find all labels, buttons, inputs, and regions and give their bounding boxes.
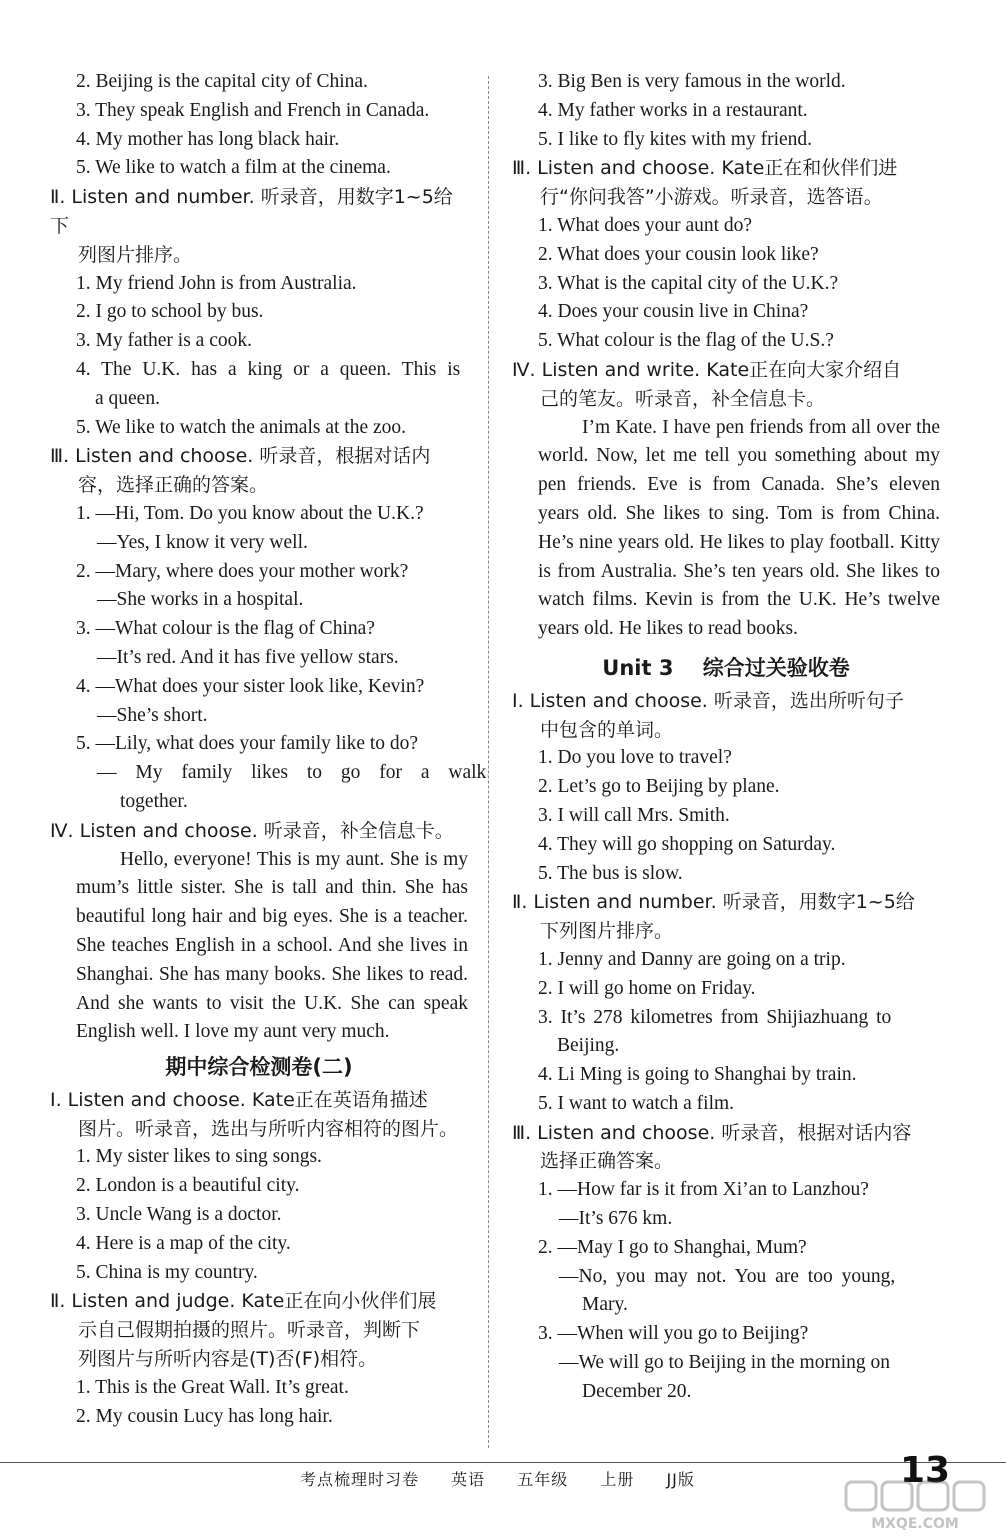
section-heading: Ⅲ. Listen and choose. 听录音，根据对话内容 选择正确答案。 — [512, 1121, 912, 1173]
dialog-line: —She works in a hospital. — [97, 589, 304, 611]
dialog-line: —No, you may not. You are too young, — [559, 1265, 896, 1287]
unit-title: Unit 3 综合过关验收卷 — [602, 655, 850, 680]
list-item: 4. The U.K. has a king or a queen. This is — [76, 358, 461, 380]
section-heading: Ⅰ. Listen and choose. 听录音，选出所听句子 中包含的单词。 — [512, 689, 904, 741]
passage: Hello, everyone! This is my aunt. She is my mum’s little sister. She is tall and thin. She has beautiful long hair and big eyes. She is a teacher. She teaches English in a school. And she lives in Shanghai. She has many books. She likes to read. And she wants to visit the U.K. She can speak English well. I love my aunt very much. — [76, 848, 468, 1043]
dialog-line: together. — [120, 790, 188, 812]
list-item: 1. What does your aunt do? — [538, 214, 753, 236]
exam-title: 期中综合检测卷(二) — [165, 1055, 353, 1080]
section-heading: Ⅳ. Listen and choose. 听录音，补全信息卡。 — [50, 819, 454, 842]
dialog-line: December 20. — [582, 1380, 692, 1402]
answer-watermark-logo-icon — [840, 1478, 990, 1532]
list-item: 3. Uncle Wang is a doctor. — [76, 1204, 282, 1226]
list-item: 3. I will call Mrs. Smith. — [538, 804, 730, 826]
list-item: 3. They speak English and French in Canada. — [76, 99, 430, 121]
section-heading: Ⅲ. Listen and choose. 听录音，根据对话内 容，选择正确的答案。 — [50, 445, 431, 497]
section-heading: Ⅱ. Listen and number. 听录音，用数字1~5给 下列图片排序。 — [512, 891, 915, 943]
list-item: 1. Jenny and Danny are going on a trip. — [538, 948, 846, 970]
dialog-line: 2. —May I go to Shanghai, Mum? — [538, 1236, 807, 1258]
list-item: 2. I go to school by bus. — [76, 301, 264, 323]
footer-text — [300, 1467, 721, 1490]
list-item: 5. We like to watch a film at the cinema. — [76, 157, 391, 179]
subject: 英语 — [451, 1470, 486, 1489]
dialog-line: 1. —How far is it from Xi’an to Lanzhou? — [538, 1179, 869, 1201]
list-item: 5. China is my country. — [76, 1261, 258, 1283]
dialog-line: 3. —What colour is the flag of China? — [76, 618, 375, 640]
book-name: 考点梳理时习卷 — [300, 1470, 420, 1489]
list-item: 3. Big Ben is very famous in the world. — [538, 71, 846, 92]
edition: JJ版 — [666, 1470, 695, 1489]
list-item: 5. What colour is the flag of the U.S.? — [538, 330, 834, 352]
dialog-line: —It’s 676 km. — [559, 1208, 673, 1230]
list-item: 4. Here is a map of the city. — [76, 1232, 291, 1254]
list-item: 5. I like to fly kites with my friend. — [538, 128, 813, 150]
list-item: 2. What does your cousin look like? — [538, 243, 819, 265]
dialog-line: 4. —What does your sister look like, Kevin? — [76, 675, 425, 697]
dialog-line: —Yes, I know it very well. — [97, 531, 308, 553]
list-item: 1. My friend John is from Australia. — [76, 272, 357, 294]
section-heading: Ⅱ. Listen and number. 听录音，用数字1~5给下 列图片排序。 — [50, 186, 453, 266]
list-item: 2. London is a beautiful city. — [76, 1175, 300, 1197]
section-heading: Ⅳ. Listen and write. Kate正在向大家介绍自 己的笔友。听录音，补全信息卡。 — [512, 358, 902, 410]
dialog-line: —We will go to Beijing in the morning on — [559, 1352, 890, 1374]
left-column — [50, 68, 487, 1431]
dialog-line: —She’s short. — [97, 704, 208, 726]
list-item: 1. This is the Great Wall. It’s great. — [76, 1376, 349, 1398]
list-item: 2. Beijing is the capital city of China. — [76, 71, 368, 92]
page-number: 13 — [900, 1450, 951, 1491]
dialog-line: 2. —Mary, where does your mother work? — [76, 560, 409, 582]
list-item: 4. My father works in a restaurant. — [538, 99, 808, 121]
list-item: 4. My mother has long black hair. — [76, 128, 340, 150]
list-item: 1. Do you love to travel? — [538, 747, 732, 769]
list-item: a queen. — [95, 387, 160, 409]
dialog-line: 3. —When will you go to Beijing? — [538, 1323, 809, 1345]
list-item: 5. The bus is slow. — [538, 862, 683, 884]
column-divider — [488, 76, 489, 1448]
dialog-line: 5. —Lily, what does your family like to do? — [76, 733, 419, 755]
list-item: 5. We like to watch the animals at the zoo. — [76, 416, 407, 438]
volume: 上册 — [600, 1470, 635, 1489]
list-item: 4. They will go shopping on Saturday. — [538, 833, 836, 855]
list-item: 3. What is the capital city of the U.K.? — [538, 272, 839, 294]
dialog-line: — My family likes to go for a walk — [97, 762, 487, 784]
list-item: Beijing. — [557, 1035, 620, 1057]
dialog-line: Mary. — [582, 1294, 628, 1316]
list-item: 2. My cousin Lucy has long hair. — [76, 1405, 333, 1427]
watermark-text: MXQE.COM — [871, 1516, 959, 1532]
right-column — [512, 68, 940, 1407]
section-heading: Ⅰ. Listen and choose. Kate正在英语角描述 图片。听录音，选出与所听内容相符的图片。 — [50, 1088, 459, 1140]
list-item: 4. Li Ming is going to Shanghai by train. — [538, 1064, 857, 1086]
list-item: 5. I want to watch a film. — [538, 1092, 735, 1114]
list-item: 4. Does your cousin live in China? — [538, 301, 809, 323]
list-item: 3. It’s 278 kilometres from Shijiazhuang to — [538, 1006, 892, 1028]
section-heading: Ⅲ. Listen and choose. Kate正在和伙伴们进 行“你问我答”小游戏。听录音，选答语。 — [512, 157, 898, 209]
list-item: 3. My father is a cook. — [76, 330, 252, 352]
dialog-line: —It’s red. And it has five yellow stars. — [97, 646, 399, 668]
dialog-line: 1. —Hi, Tom. Do you know about the U.K.? — [76, 502, 424, 524]
list-item: 2. Let’s go to Beijing by plane. — [538, 776, 780, 798]
grade: 五年级 — [517, 1470, 569, 1489]
list-item: 2. I will go home on Friday. — [538, 977, 756, 999]
passage: I’m Kate. I have pen friends from all over the world. Now, let me tell you something about my pen friends. Eve is from Canada. She’s eleven years old. She likes to sing. Tom is from China. He’s nine years old. He likes to play football. Kitty is from Australia. She’s ten years old. She likes to watch films. Kevin is from the U.K. He’s twelve years old. He likes to read books. — [538, 416, 940, 640]
list-item: 1. My sister likes to sing songs. — [76, 1146, 322, 1168]
section-heading: Ⅱ. Listen and judge. Kate正在向小伙伴们展 示自己假期拍摄的照片。听录音，判断下 列图片与所听内容是(T)否(F)相符。 — [50, 1290, 437, 1371]
